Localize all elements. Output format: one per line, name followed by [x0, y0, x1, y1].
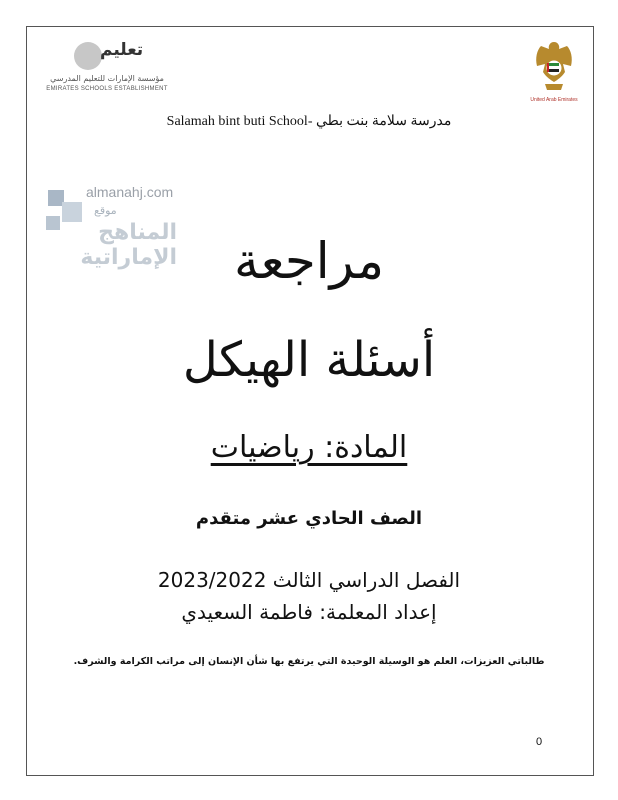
ese-name-ar: مؤسسة الإمارات للتعليم المدرسي: [50, 74, 164, 83]
watermark-site: almanahj.com: [86, 184, 174, 200]
uae-emblem-logo: [524, 38, 584, 110]
grade-line: الصف الحادي عشر متقدم: [195, 508, 423, 529]
subject-line: [0, 430, 618, 465]
teacher-line: إعداد المعلمة: فاطمة السعيدي: [181, 600, 437, 624]
ese-name-en: EMIRATES SCHOOLS ESTABLISHMENT: [46, 86, 168, 92]
watermark-label: موقع: [94, 204, 117, 217]
subject-text: المادة: رياضيات: [210, 430, 408, 465]
ese-circle-icon: [74, 42, 102, 70]
school-name: مدرسة سلامة بنت بطي -Salamah bint buti School: [166, 114, 452, 129]
uae-caption: United Arab Emirates: [530, 97, 578, 103]
page-number: 0: [536, 736, 543, 748]
title-review: مراجعة: [233, 232, 385, 290]
watermark-square-icon: [62, 202, 82, 222]
term-line: الفصل الدراسي الثالث 2023/2022: [157, 568, 461, 592]
motto-line: طالباتي العزيزات، العلم هو الوسيلة الوحيدة التي يرتفع بها شأن الإنسان إلى مراتب الكرامة والشرف.: [73, 656, 545, 667]
title-structure-questions: أسئلة الهيكل: [182, 332, 436, 388]
watermark-name: المناهج الإماراتية: [80, 220, 177, 270]
ese-brand: تعليم: [100, 40, 144, 60]
ese-logo: [38, 38, 176, 98]
falcon-emblem-icon: [531, 38, 577, 96]
watermark-square-icon: [46, 216, 60, 230]
